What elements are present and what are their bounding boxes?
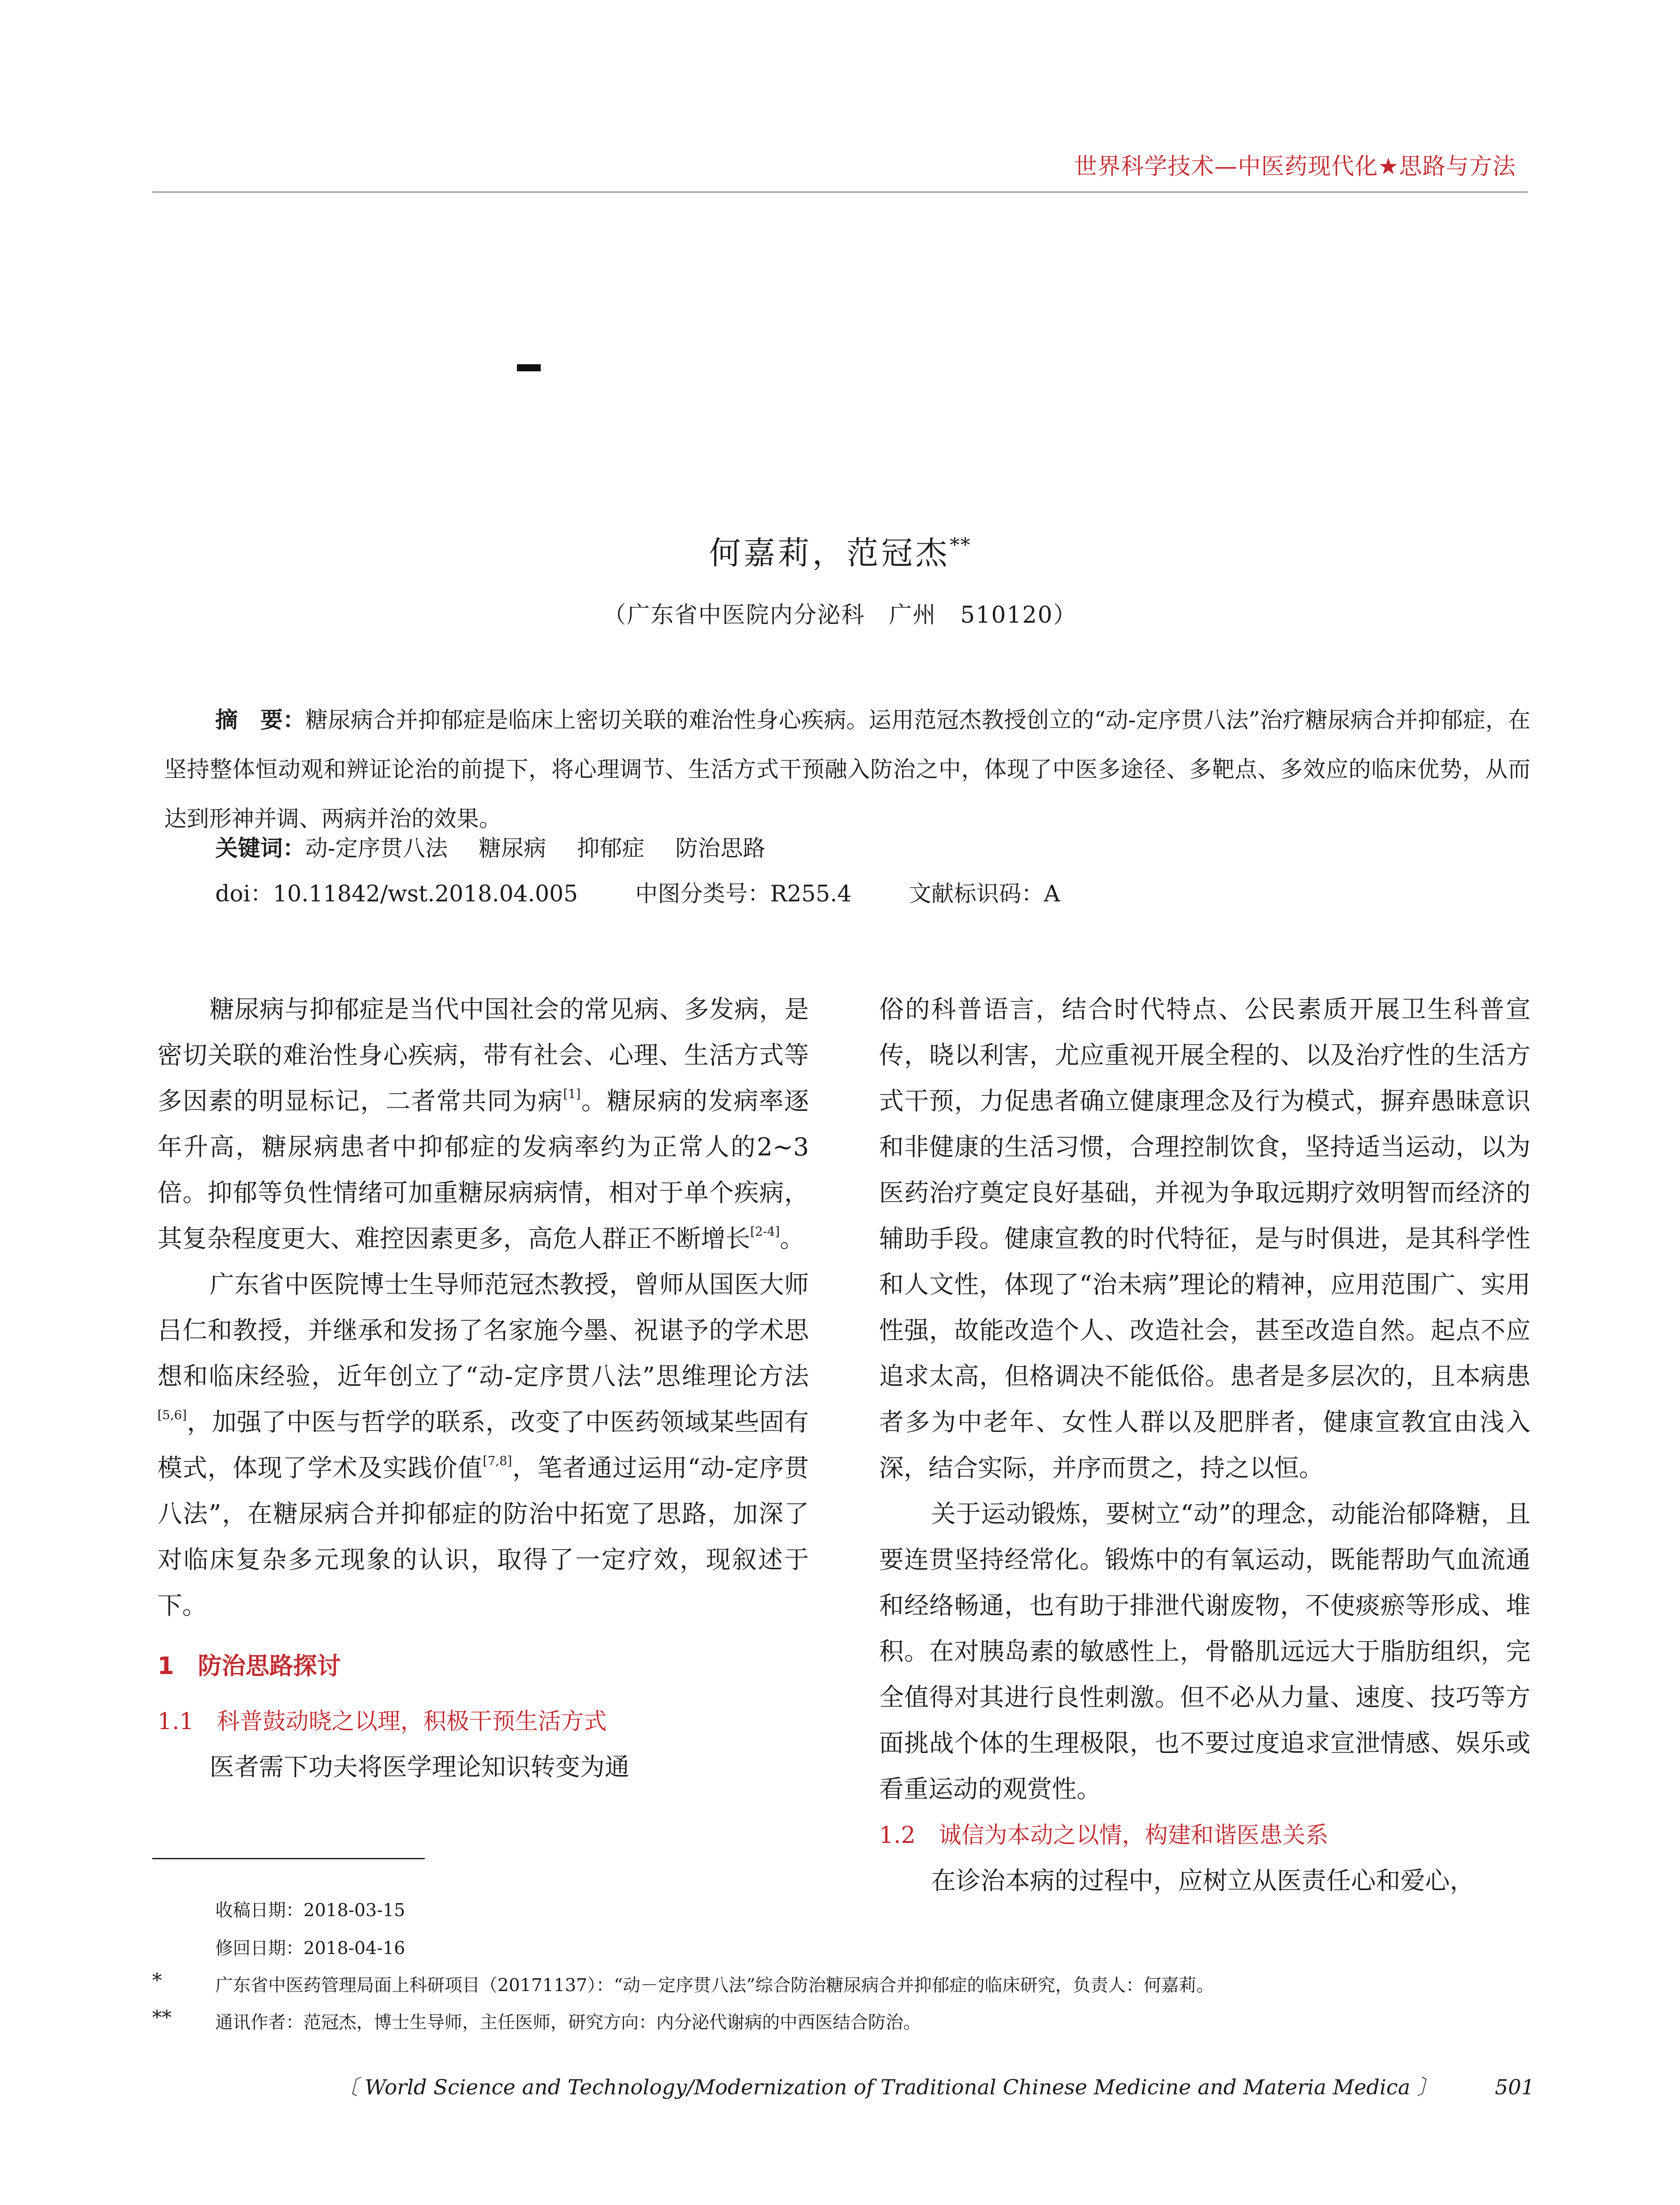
author-mark: ** (950, 534, 971, 557)
abstract (164, 696, 1530, 844)
page-footer (337, 2071, 1534, 2100)
citation[interactable]: [1] (563, 1087, 581, 1101)
subsection-heading: 1.1 科普鼓动晓之以理，积极干预生活方式 (157, 1708, 607, 1735)
keyword: 抑郁症 (577, 836, 645, 862)
abstract-label: 摘 要： (215, 707, 306, 733)
page-number: 501 (1495, 2075, 1534, 2100)
affiliation: （广东省中医院内分泌科 广州 510120） (603, 602, 1077, 628)
keyword: 糖尿病 (479, 836, 546, 862)
clc-number: 中图分类号：R255.4 (635, 881, 852, 907)
doi-line (215, 875, 1060, 908)
doi[interactable]: doi：10.11842/wst.2018.04.005 (215, 881, 578, 907)
paragraph: 糖尿病与抑郁症是当代中国社会的常见病、多发病，是密切关联的难治性身心疾病，带有社会、心理、生活方式等多因素的明显标记，二者常共同为病[1]。糖尿病的发病率逐年升高，糖尿病患者中抑郁症的发病率约为正常人的2~3倍。抑郁等负性情绪可加重糖尿病病情，相对于单个疾病，其复杂程度更大、难控因素更多，高危人群正不断增长[2-4]。 (157, 995, 809, 1253)
document-code: 文献标识码：A (909, 881, 1060, 907)
citation[interactable]: [5,6] (157, 1408, 187, 1422)
keyword: 动-定序贯八法 (305, 836, 448, 862)
paragraph: 在诊治本病的过程中，应树立从医责任心和爱心， (931, 1867, 1474, 1895)
paragraph: 广东省中医院博士生导师范冠杰教授，曾师从国医大师吕仁和教授，并继承和发扬了名家施今墨、祝谌予的学术思想和临床经验，近年创立了“动-定序贯八法”思维理论方法[5,6]，加强了中医与哲学的联系，改变了中医药领域某些固有模式，体现了学术及实践价值[7,8]，笔者通过运用“动-定序贯八法”，在糖尿病合并抑郁症的防治中拓宽了思路，加深了对临床复杂多元现象的认识，取得了一定疗效，现叙述于下。 (157, 1271, 809, 1620)
paragraph: 医者需下功夫将医学理论知识转变为通 (210, 1753, 629, 1782)
journal-name: 世界科学技术—中医药现代化 (1074, 153, 1378, 180)
section-name: 思路与方法 (1399, 153, 1516, 180)
journal-english: 〔 World Science and Technology/Modernization of Traditional Chinese Medicine and Materia Medica 〕 (337, 2075, 1438, 2100)
body-column-left (157, 987, 809, 1790)
citation[interactable]: [2-4] (750, 1224, 780, 1239)
abstract-text: 糖尿病合并抑郁症是临床上密切关联的难治性身心疾病。运用范冠杰教授创立的“动-定序贯八法”治疗糖尿病合并抑郁症，在坚持整体恒动观和辨证论治的前提下，将心理调节、生活方式干预融入防治之中，体现了中医多途径、多靶点、多效应的临床优势，从而达到形神并调、两病并治的效果。 (164, 707, 1530, 832)
authors (0, 527, 1680, 573)
title-dash (517, 364, 541, 371)
star-icon: ★ (1378, 153, 1399, 180)
fund-mark: * (152, 1970, 162, 1992)
keyword: 防治思路 (675, 836, 766, 862)
running-header (1074, 148, 1516, 181)
correspondence-mark: ** (152, 2007, 172, 2029)
header-rule (152, 191, 1528, 193)
fund-note: 广东省中医药管理局面上科研项目（20171137）：“动－定序贯八法”综合防治糖尿病合并抑郁症的临床研究，负责人：何嘉莉。 (215, 1975, 1214, 1996)
paragraph-continuation: 俗的科普语言，结合时代特点、公民素质开展卫生科普宣传，晓以利害，尤应重视开展全程的、以及治疗性的生活方式干预，力促患者确立健康理念及行为模式，摒弃愚昧意识和非健康的生活习惯，合理控制饮食，坚持适当运动，以为医药治疗奠定良好基础，并视为争取远期疗效明智而经济的辅助手段。健康宣教的时代特征，是与时俱进，是其科学性和人文性，体现了“治未病”理论的精神，应用范围广、实用性强，故能改造个人、改造社会，甚至改造自然。起点不应追求太高，但格调决不能低俗。患者是多层次的，且本病患者多为中老年、女性人群以及肥胖者，健康宣教宜由浅入深，结合实际，并序而贯之，持之以恒。 (879, 995, 1530, 1483)
footnote-rule (152, 1858, 425, 1859)
keywords (215, 830, 765, 863)
author-names: 何嘉莉，范冠杰 (709, 534, 950, 572)
keywords-label: 关键词： (215, 836, 306, 862)
correspondence-note: 通讯作者：范冠杰，博士生导师，主任医师，研究方向：内分泌代谢病的中西医结合防治。 (215, 2012, 921, 2033)
section-heading: 1 防治思路探讨 (157, 1652, 341, 1680)
received-date: 收稿日期：2018-03-15 (215, 1900, 405, 1921)
paragraph: 关于运动锻炼，要树立“动”的理念，动能治郁降糖，且要连贯坚持经常化。锻炼中的有氧运动，既能帮助气血流通和经络畅通，也有助于排泄代谢废物，不使痰瘀等形成、堆积。在对胰岛素的敏感性上，骨骼肌远远大于脂肪组织，完全值得对其进行良性刺激。但不必从力量、速度、技巧等方面挑战个体的生理极限，也不要过度追求宣泄情感、娱乐或看重运动的观赏性。 (879, 1500, 1530, 1804)
body-column-right (879, 987, 1530, 1904)
subsection-heading: 1.2 诚信为本动之以情，构建和谐医患关系 (879, 1822, 1328, 1849)
revised-date: 修回日期：2018-04-16 (215, 1938, 405, 1958)
citation[interactable]: [7,8] (483, 1454, 512, 1468)
